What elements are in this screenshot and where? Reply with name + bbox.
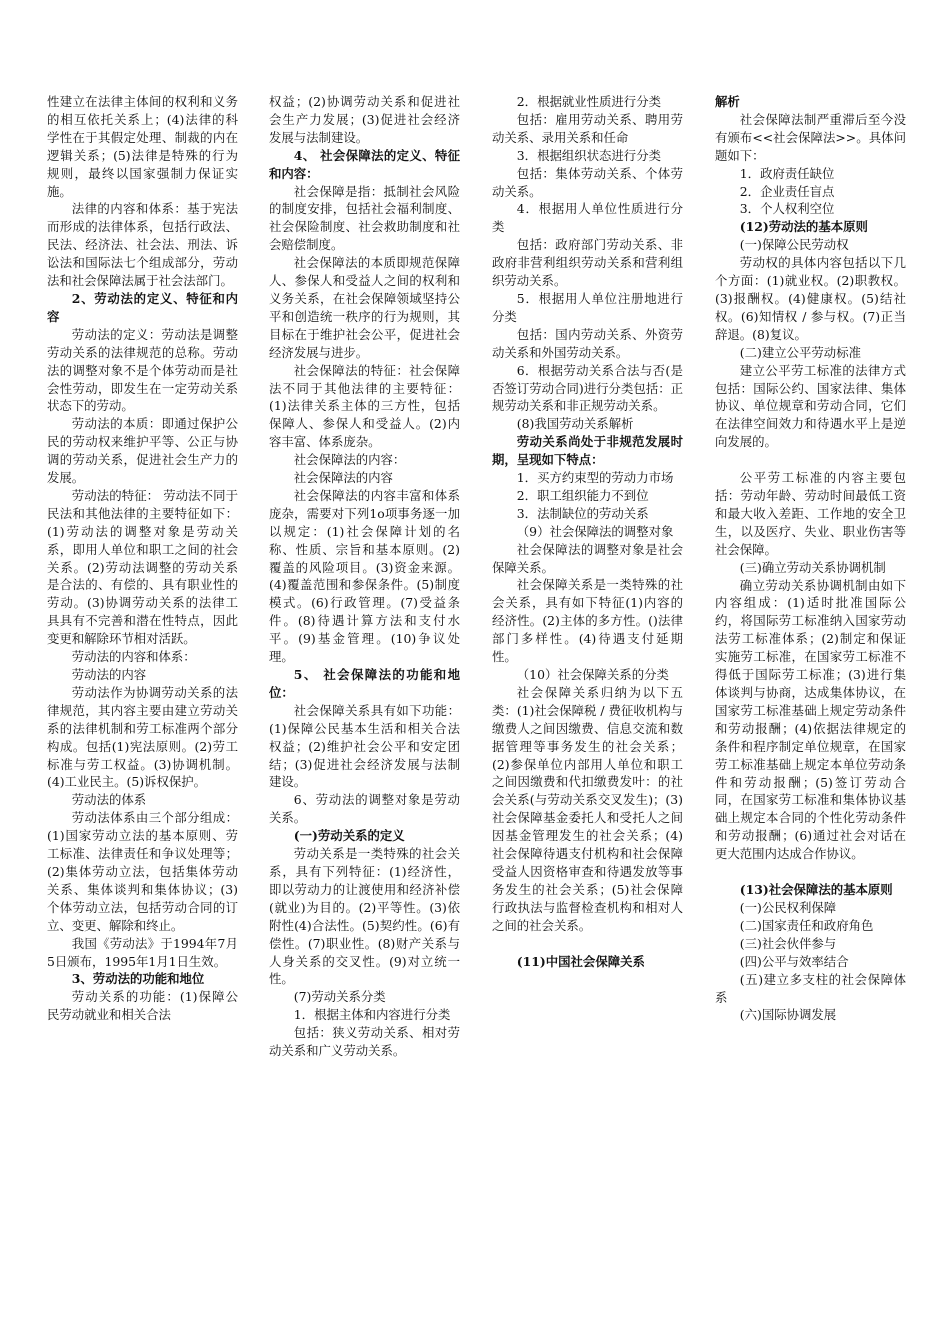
paragraph: 劳动法的本质：即通过保护公民的劳动权来维护平等、公正与协调的劳动关系，促进社会生产力的发展。 [47, 416, 238, 486]
paragraph: 建立公平劳工标准的法律方式包括：国际公约、国家法律、集体协议、单位规章和劳动合同，它们在法律空间效力和待遇水平上是逆向发展的。 [715, 362, 906, 450]
paragraph: 社会保障法的特征：社会保障法不同于其他法律的主要特征：(1)法律关系主体的三方性，包括保障人、参保人和受益人。(2)内容丰富、体系庞杂。 [269, 362, 460, 450]
paragraph: (三)确立劳动关系协调机制 [739, 559, 886, 575]
paragraph: 社会保障关系归纳为以下五类：(1)社会保障税 / 费征收机构与缴费人之间因缴费、信息交流和数据管理等事务发生的社会关系；(2)参保单位内部用人单位和职工之间因缴费和代扣缴费发叶：的社会关系(与劳动关系交叉发生)；(3)社会保障基金委托人和受托人之间因基金管理发生的社会关系；(4)社会保障待遇支付机构和社会保障受益人因资格审查和待遇发放等事务发生的社会关系；(5)社会保障行政执法与监督检查机构和相对人之间的社会关系。 [492, 684, 683, 933]
paragraph: 我国《劳动法》于1994年7月5日颁布，1995年1月1日生效。 [47, 935, 238, 969]
paragraph: 劳动法体系由三个部分组成：(1)国家劳动立法的基本原则、劳工标准、法律责任和争议处理等；(2)集体劳动立法，包括集体劳动关系、集体谈判和集体协议；(3)个体劳动立法，包括劳动合同的订立、变更、解除和终止。 [47, 810, 238, 933]
paragraph: 劳动关系是一类特殊的社会关系，具有下列特征：(1)经济性，即以劳动力的让渡使用和经济补偿(就业)为目的。(2)平等性。(3)依附性(4)合法性。(5)契约性。(6)有偿性。(7)职业性。(8)财产关系与人身关系的交叉性。(9)对立统一性。 [269, 846, 460, 987]
paragraph: 1．政府责任缺位 [739, 165, 835, 181]
paragraph: （10）社会保障关系的分类 [516, 667, 669, 682]
section-heading: (13)社会保障法的基本原则 [739, 882, 893, 898]
paragraph: (一)保障公民劳动权 [739, 237, 849, 253]
section-heading: (一)劳动关系的定义 [293, 828, 405, 844]
paragraph: 包括：集体劳动关系、个体劳动关系。 [492, 165, 683, 199]
paragraph: 劳动法的定义：劳动法是调整劳动关系的法律规范的总称。劳动法的调整对象不是个体劳动而是社会性劳动，即发生在一定劳动关系状态下的劳动。 [47, 326, 238, 414]
text-column-1 [47, 93, 238, 1024]
text-column-4 [715, 93, 906, 1024]
paragraph: (二)建立公平劳动标准 [739, 344, 861, 360]
paragraph: (六)国际协调发展 [739, 1007, 837, 1023]
paragraph: 6、劳动法的调整对象是劳动关系。 [269, 792, 460, 826]
paragraph: 2．职工组织能力不到位 [516, 487, 649, 503]
paragraph: (三)社会伙伴参与 [739, 935, 837, 951]
paragraph: (四)公平与效率结合 [739, 953, 849, 969]
paragraph: 1．根据主体和内容进行分类 [293, 1007, 451, 1023]
paragraph: 2．企业责任盲点 [739, 183, 835, 199]
text-column-2 [269, 93, 460, 1060]
paragraph: 社会保障法的内容 [293, 470, 393, 486]
section-heading: 3、劳动法的功能和地位 [71, 971, 205, 987]
paragraph: 劳动法的特征： 劳动法不同于民法和其他法律的主要特征如下：(1)劳动法的调整对象是劳动关系，即用人单位和职工之间的社会关系。(2)劳动法调整的劳动关系是合法的、有偿的、具有职业性的劳动。(3)协调劳动关系的法律工具具有不完善和潜在性特点，因此变更和解除环节相对活跃。 [47, 487, 238, 647]
paragraph: (8)我国劳动关系解析 [516, 416, 634, 432]
section-heading: (11)中国社会保障关系 [516, 953, 645, 969]
paragraph: 社会保障法的本质即规范保障人、参保人和受益人之间的权利和义务关系，在社会保障领域坚持公平和创造统一秩序的行为规则，其目标在于维护社会公平，促进社会经济发展与进步。 [269, 255, 460, 360]
paragraph: 劳动权的具体内容包括以下几个方面：(1)就业权。(2)职教权。(3)报酬权。(4)健康权。(5)结社权。(6)知情权 / 参与权。(7)正当辞退。(8)复议。 [715, 255, 906, 342]
paragraph: 社会保障法制严重滞后至今没有颁布<<社会保障法>>。具体问题如下： [715, 111, 906, 163]
paragraph: 社会保障法的内容： [293, 452, 406, 468]
paragraph: 3．根据组织状态进行分类 [516, 147, 661, 163]
paragraph: (五)建立多支柱的社会保障体系 [715, 971, 906, 1005]
section-heading: 解析 [715, 94, 740, 109]
paragraph: 包括：国内劳动关系、外资劳动关系和外国劳动关系。 [492, 326, 683, 360]
paragraph: 包括：狭义劳动关系、相对劳动关系和广义劳动关系。 [269, 1025, 460, 1059]
paragraph: 包括：雇用劳动关系、聘用劳动关系、录用关系和任命 [492, 111, 683, 145]
paragraph: 4．根据用人单位性质进行分类 [492, 201, 683, 235]
section-heading: 劳动关系尚处于非规范发展时期，呈现如下特点： [492, 434, 683, 468]
paragraph: 确立劳动关系协调机制由如下内容组成：(1)适时批准国际公约，将国际劳工标准纳入国家劳动法劳工标准体系；(2)制定和保证实施劳工标准，在国家劳工标准不得低于国际劳工标准；(3)进行集体谈判与协商，达成集体协议，在国家劳工标准基础上规定劳动条件和劳动报酬；(4)依据法律规定的条件和程序制定单位规章，在国家劳工标准基础上规定本单位劳动条件和劳动报酬；(5)签订劳动合同，在国家劳工标准和集体协议基础上规定本合同的个性化劳动条件和劳动报酬；(6)通过社会对话在更大范围内达成合作协议。 [715, 577, 906, 862]
paragraph: （9）社会保障法的调整对象 [516, 523, 674, 539]
paragraph: 社会保障法的内容丰富和体系庞杂，需要对下列1o项事务逐一加以规定：(1)社会保障计划的名称、性质、宗旨和基本原则。(2)覆盖的风险项目。(3)资金来源。(4)覆盖范围和参保条件。(5)制度模式。(6)行政管理。(7)受益条件。(8)待遇计算方法和支付水平。(9)基金管理。(10)争议处理。 [269, 487, 460, 665]
paragraph: (一)公民权利保障 [739, 899, 837, 915]
paragraph: 社会保障是指：抵制社会风险的制度安排，包括社会福利制度、社会保险制度、社会救助制度和社会赔偿制度。 [269, 183, 460, 253]
paragraph: 包括：政府部门劳动关系、非政府非营利组织劳动关系和营利组织劳动关系。 [492, 237, 683, 289]
paragraph: 性建立在法律主体间的权利和义务的相互依托关系上；(4)法律的科学性在于其假定处理、制裁的内在逻辑关系；(5)法律是特殊的行为规则，最终以国家强制力保证实施。 [47, 94, 238, 199]
paragraph: 5．根据用人单位注册地进行分类 [492, 290, 683, 324]
paragraph: 公平劳工标准的内容主要包括：劳动年龄、劳动时间最低工资和最大收入差距、工作地的安全卫生，以及医疗、失业、职业伤害等社会保障。 [715, 470, 906, 557]
section-heading: 2、劳动法的定义、特征和内容 [47, 290, 238, 324]
section-heading: (12)劳动法的基本原则 [739, 219, 868, 235]
paragraph: 劳动法的内容和体系： [71, 649, 196, 665]
paragraph: 1．买方约束型的劳动力市场 [516, 470, 674, 486]
paragraph: 劳动法的内容 [71, 667, 147, 682]
section-heading: 5、 社会保障法的功能和地位： [269, 667, 460, 700]
paragraph: (二)国家责任和政府角色 [739, 917, 874, 933]
section-heading: 4、 社会保障法的定义、特征和内容： [269, 147, 460, 181]
paragraph: 劳动法作为协调劳动关系的法律规范，其内容主要由建立劳动关系的法律机制和劳工标准两个部分构成。包括(1)宪法原则。(2)劳工标准与劳工权益。(3)协调机制。(4)工业民主。(5)诉权保护。 [47, 684, 238, 790]
paragraph: (7)劳动关系分类 [293, 989, 386, 1005]
paragraph: 3．法制缺位的劳动关系 [516, 505, 649, 521]
paragraph: 权益；(2)协调劳动关系和促进社会生产力发展；(3)促进社会经济发展与法制建设。 [269, 94, 460, 145]
paragraph: 社会保障关系是一类特殊的社会关系，具有如下特征(1)内容的经济性。(2)主体的多方性。()法律部门多样性。(4)待遇支付延期性。 [492, 577, 683, 665]
paragraph: 劳动法的体系 [71, 792, 147, 808]
paragraph: 社会保障法的调整对象是社会保障关系。 [492, 541, 683, 575]
paragraph: 3．个人权利空位 [739, 201, 835, 217]
paragraph: 法律的内容和体系：基于宪法而形成的法律体系，包括行政法、民法、经济法、社会法、刑法、诉讼法和国际法七个组成部分，劳动法和社会保障法属于社会法部门。 [47, 201, 238, 289]
paragraph: 劳动关系的功能：(1)保障公民劳动就业和相关合法 [47, 989, 238, 1023]
paragraph: 2．根据就业性质进行分类 [516, 94, 661, 109]
text-column-3 [492, 93, 683, 971]
paragraph: 6．根据劳动关系合法与否(是否签订劳动合同)进行分类包括：正规劳动关系和非正规劳动关系。 [492, 362, 683, 414]
paragraph: 社会保障关系具有如下功能：(1)保障公民基本生活和相关合法权益；(2)维护社会公平和安定团结；(3)促进社会经济发展与法制建设。 [269, 702, 460, 790]
